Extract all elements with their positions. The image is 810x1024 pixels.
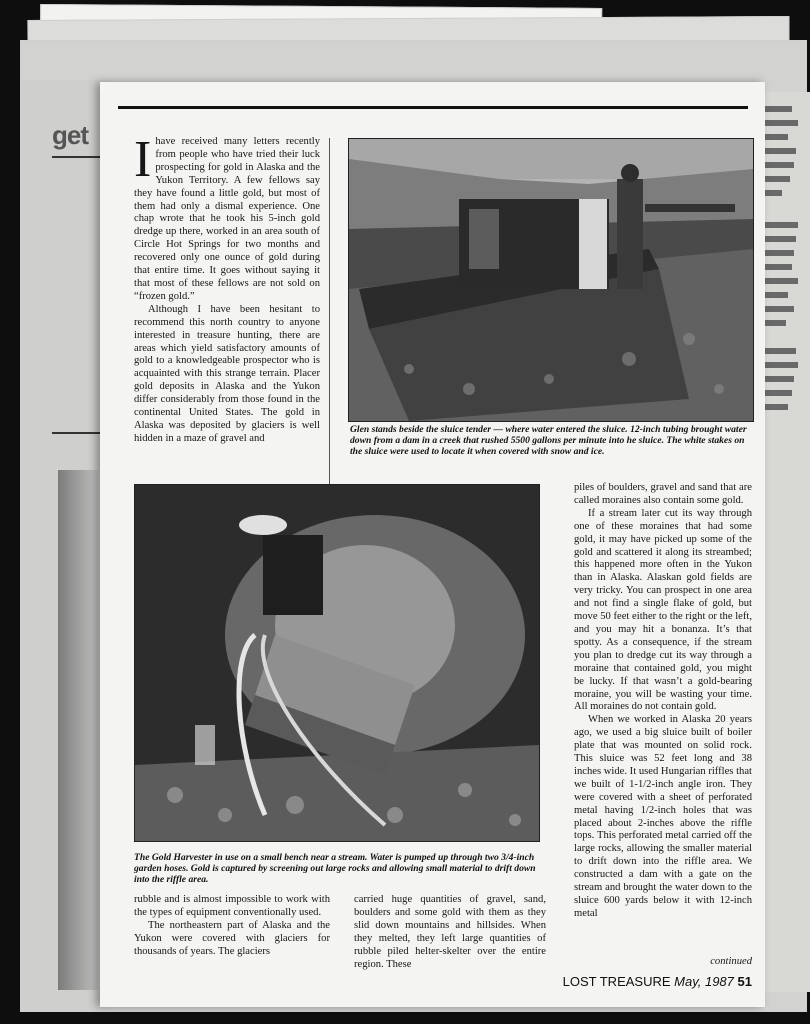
article-paragraph: Although I have been hesitant to recommend this north country to anyone interested in treasure hunting, there are areas which yield satisfactory amounts of gold to a knowledgeable prospector who is acquainted with this strange terrain. Placer gold deposits in Alaska and the Yukon differ considerably from those found in the continental United States. The gold in Alaska was deposited by glaciers is well hidden in a maze of gravel and [134, 303, 320, 444]
article-paragraph: The northeastern part of Alaska and the Yukon were covered with glaciers for thousands of years. The glaciers [134, 919, 330, 957]
gold-harvester-photo [134, 484, 540, 842]
sluice-photo [348, 138, 754, 422]
photo-caption: The Gold Harvester in use on a small bench near a stream. Water is pumped up through two 3/4-inch garden hoses. Gold is captured by screening out large rocks and allowing small material to drift down into the riffle area. [134, 852, 536, 886]
article-paragraph: piles of boulders, gravel and sand that are called moraines also contain some gold. [574, 482, 752, 506]
article-column-3 [354, 894, 546, 971]
article-paragraph: Ihave received many letters recently from people who have tried their luck prospecting for gold in Alaska and the Yukon Territory. A few fellows say they have found a little gold, but most of them had only a dismal experience. One chap wrote that he took his 5-inch gold dredge up there, worked in an area south of Circle Hot Springs for two months and recovered only one ounce of gold during that entire time. It goes without saying it that most of these fellows are not sold on “frozen gold.” [134, 131, 320, 302]
column-divider [329, 138, 330, 486]
photo-caption: Glen stands beside the sluice tender — where water entered the sluice. 12-inch tubing brought water down from a dam in a creek that rushed 5500 gallons per minute into he sluice. The white stakes on the sluice were used to locate it when covered with snow and ice. [350, 424, 747, 458]
underlying-page-fragment: get [52, 120, 88, 150]
article-paragraph: rubble and is almost impossible to work with the types of equipment conventionally used. [134, 894, 330, 918]
divider [52, 156, 102, 158]
article-column-4 [574, 482, 752, 921]
article-paragraph: If a stream later cut its way through one of these moraines that had some gold, it may have picked up some of the gold and scattered it along its streambed; this happened more often in the Yukon than in Alaska. Alaskan gold fields are very tricky. You can prospect in one area and not find a single flake of gold, but move 50 feet either to the right or the left, and you may hit a bonanza. It’s that spotty. As a consequence, if the stream you plan to dredge cut its way through a moraine that contained gold, you might be lucky. If that wasn’t a gold-bearing moraine, you will be wasting your time. All moraines do not contain gold. [574, 507, 752, 713]
article-paragraph: When we worked in Alaska 20 years ago, we used a big sluice built of boiler plate that was mounted on solid rock. This sluice was 52 feet long and 38 inches wide. It used Hungarian riffles that we built of 1-1/2-inch angle iron. They were covered with a sheet of perforated metal having 1/2-inch holes that was placed about 2-inches above the riffle tops. This perforated metal carried off the large rocks, allowing the smaller material to drift down into the riffle area. We constructed a dam with a gate on the stream and brought the water down to the sluice 600 yards below it with 12-inch metal [574, 714, 752, 919]
drop-cap: I [134, 131, 152, 188]
article-column-1 [134, 131, 320, 446]
magazine-page [100, 82, 765, 1007]
article-paragraph: carried huge quantities of gravel, sand, boulders and some gold with them as they slid down mountains and hillsides. When they melted, they left large quantities of rubble piled helter-skelter over the entire region. These [354, 894, 546, 970]
top-rule [118, 106, 748, 109]
gold-harvester-illustration [135, 485, 539, 841]
sluice-photo-illustration [349, 139, 753, 421]
article-column-2 [134, 894, 330, 959]
page-shadow [58, 470, 98, 990]
magazine-name: LOST TREASURE [562, 974, 671, 989]
issue-date: May, 1987 [674, 974, 734, 989]
page-number: 51 [737, 974, 752, 989]
page-footer [540, 974, 752, 989]
divider [52, 432, 102, 434]
continued-label: continued [710, 956, 752, 967]
underlying-page-left [22, 80, 112, 1010]
